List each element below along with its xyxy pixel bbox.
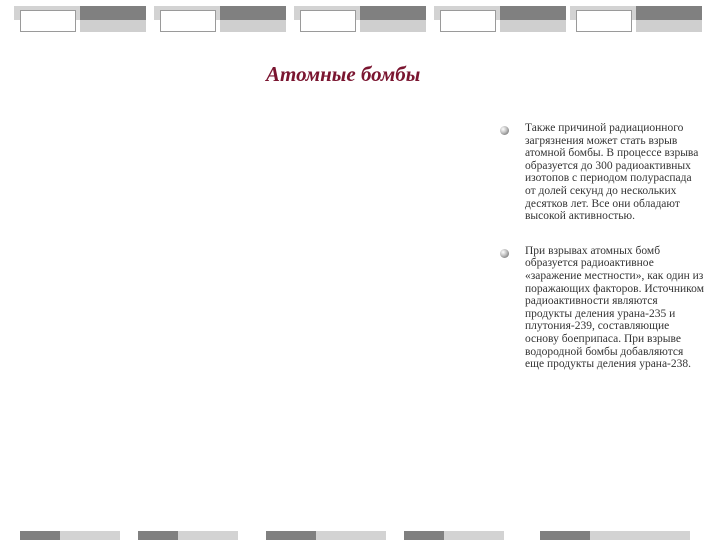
bottom-decor-segment — [60, 531, 120, 540]
bullet-text: При взрывах атомных бомб образуется радиоактивное «заражение местности», как один из поражающих факторов. Источником радиоактивности являются продукты деления урана-235 и плутония-239, составляющие основу боеприпаса. При взрыве водородной бомбы добавляются еще продукты деления урана-238. — [525, 244, 704, 371]
sphere-bullet-icon — [500, 126, 509, 135]
bullet-text: Также причиной радиационного загрязнения может стать взрыв атомной бомбы. В процессе взрыва образуется до 300 радиоактивных изотопов с периодом полураспада от долей секунд до нескольких десятков лет. Все они обладают высокой активностью. — [525, 122, 699, 223]
bottom-decor-band — [20, 531, 700, 540]
bottom-decor-segment — [20, 531, 60, 540]
bottom-decor-segment — [404, 531, 444, 540]
bullet-item — [500, 245, 705, 371]
top-decor-segment — [434, 6, 566, 32]
bottom-decor-segment — [444, 531, 504, 540]
bottom-decor-segment — [178, 531, 238, 540]
top-decor-segment — [154, 6, 286, 32]
bottom-decor-segment — [316, 531, 386, 540]
top-decor-segment — [14, 6, 146, 32]
top-decor-segment — [294, 6, 426, 32]
top-decor-band — [14, 6, 704, 36]
bullet-list — [500, 122, 705, 393]
slide-title: Атомные бомбы — [266, 62, 421, 86]
sphere-bullet-icon — [500, 249, 509, 258]
bottom-decor-segment — [138, 531, 178, 540]
bottom-decor-segment — [266, 531, 316, 540]
bullet-item — [500, 122, 705, 223]
bottom-decor-segment — [540, 531, 590, 540]
bottom-decor-segment — [590, 531, 690, 540]
top-decor-segment — [570, 6, 702, 32]
